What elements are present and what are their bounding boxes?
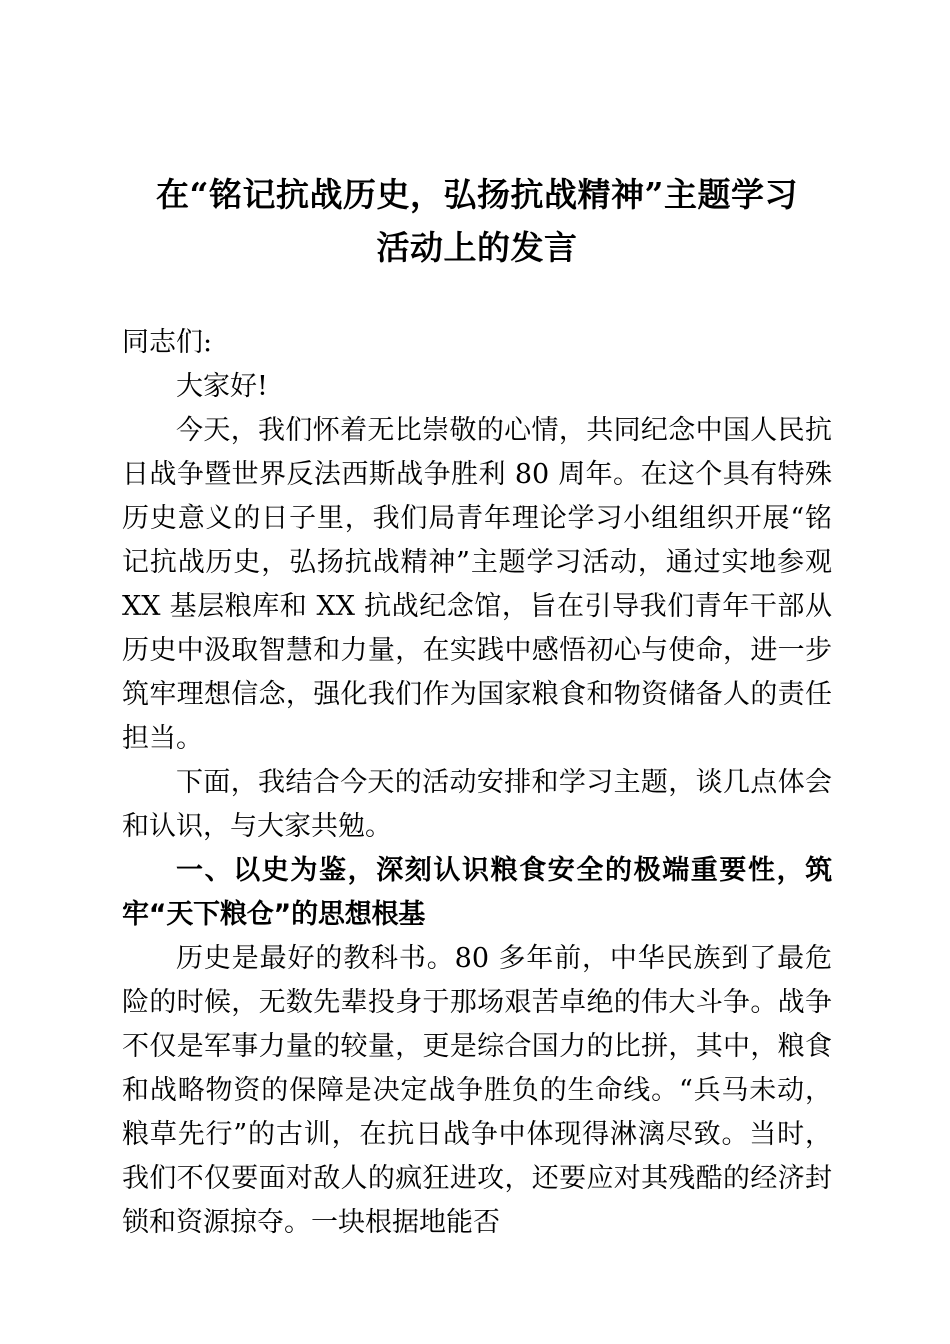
title-line-2: 活动上的发言 xyxy=(376,228,578,267)
title-line-1: 在“铭记抗战历史，弘扬抗战精神”主题学习 xyxy=(156,175,798,214)
salutation: 同志们: xyxy=(122,327,213,358)
document-content xyxy=(122,0,832,1245)
paragraph-greeting: 大家好! xyxy=(176,371,268,402)
page-title xyxy=(122,0,832,274)
paragraph-section-1-body: 历史是最好的教科书。80 多年前，中华民族到了最危险的时候，无数先辈投身于那场艰苦卓绝的伟大斗争。战争不仅是军事力量的较量，更是综合国力的比拼，其中，粮食和战略物资的保障是决定战争胜负的生命线。“兵马未动，粮草先行”的古训，在抗日战争中体现得淋漓尽致。当时，我们不仅要面对敌人的疯狂进攻，还要应对其残酷的经济封锁和资源掠夺。一块根据地能否 xyxy=(122,943,832,1238)
paragraph-transition: 下面，我结合今天的活动安排和学习主题，谈几点体会和认识，与大家共勉。 xyxy=(122,767,832,842)
section-heading-1: 一、以史为鉴，深刻认识粮食安全的极端重要性，筑牢“天下粮仓”的思想根基 xyxy=(122,855,832,930)
paragraph-opening: 今天，我们怀着无比崇敬的心情，共同纪念中国人民抗日战争暨世界反法西斯战争胜利 80 周年。在这个具有特殊历史意义的日子里，我们局青年理论学习小组组织开展“铭记抗战历史，弘扬抗战精神”主题学习活动，通过实地参观 XX 基层粮库和 XX 抗战纪念馆，旨在引导我们青年干部从历史中汲取智慧和力量，在实践中感悟初心与使命，进一步筑牢理想信念，强化我们作为国家粮食和物资储备人的责任担当。 xyxy=(122,415,832,754)
